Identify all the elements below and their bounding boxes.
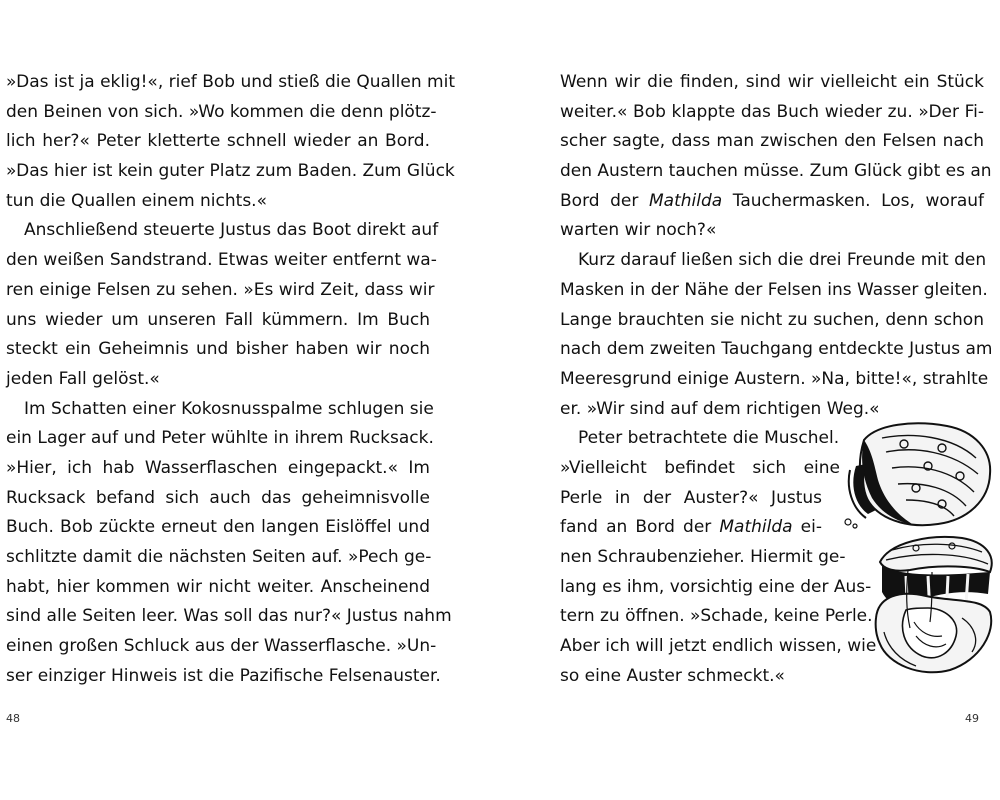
text-line: nach dem zweiten Tauchgang entdeckte Justus am	[560, 339, 993, 360]
text-line: tern zu öffnen. »Schade, keine Perle.	[560, 606, 873, 627]
text-line: Im Schatten einer Kokosnusspalme schlugen sie	[24, 398, 434, 419]
text-line: lang es ihm, vorsichtig eine der Aus-	[560, 576, 872, 597]
text-line: weiter.« Bob klappte das Buch wieder zu. »Der Fi-	[560, 101, 984, 122]
text-line	[560, 513, 822, 543]
text-line: sind alle Seiten leer. Was soll das nur?« Justus nahm	[6, 606, 452, 627]
text-line: Masken in der Nähe der Felsen ins Wasser gleiten.	[560, 279, 988, 300]
text-line: Wenn wir die finden, sind wir vielleicht ein Stück	[560, 72, 984, 92]
text-line: Perle in der Auster?« Justus	[560, 487, 822, 508]
text-line: den weißen Sandstrand. Etwas weiter entfernt wa-	[6, 250, 437, 271]
text-line: »Das hier ist kein guter Platz zum Baden. Zum Glück	[6, 161, 455, 182]
text-line: warten wir noch?«	[560, 220, 717, 241]
text-segment: Bord der	[560, 190, 649, 211]
text-line: so eine Auster schmeckt.«	[560, 665, 785, 686]
text-line: »Vielleicht befindet sich eine	[560, 457, 840, 478]
text-segment: ei-	[792, 517, 822, 538]
text-line: lich her?« Peter kletterte schnell wieder an Bord.	[6, 131, 430, 152]
text-line: den Austern tauchen müsse. Zum Glück gibt es an	[560, 161, 992, 182]
text-line: Lange brauchten sie nicht zu suchen, denn schon	[560, 309, 984, 330]
text-line: »Das ist ja eklig!«, rief Bob und stieß die Quallen mit	[6, 72, 455, 92]
text-line: habt, hier kommen wir nicht weiter. Anscheinend	[6, 576, 430, 597]
oyster-closed-icon	[842, 418, 997, 530]
text-line: er. »Wir sind auf dem richtigen Weg.«	[560, 398, 880, 419]
text-line: Aber ich will jetzt endlich wissen, wie	[560, 636, 877, 657]
page-number-left: 48	[6, 712, 20, 725]
text-line: den Beinen von sich. »Wo kommen die denn plötz-	[6, 101, 437, 122]
text-line: Meeresgrund einige Austern. »Na, bitte!«, strahlte	[560, 368, 989, 389]
text-line: Peter betrachtete die Muschel.	[578, 428, 840, 449]
text-segment: fand an Bord der	[560, 517, 720, 538]
text-line: Buch. Bob zückte erneut den langen Eislöffel und	[6, 517, 430, 538]
text-line: uns wieder um unseren Fall kümmern. Im Buch	[6, 309, 430, 330]
page-number-right: 49	[965, 712, 979, 725]
text-line: schlitzte damit die nächsten Seiten auf. »Pech ge-	[6, 547, 432, 567]
text-segment: Tauchermasken. Los, worauf	[722, 190, 985, 211]
boat-name: Mathilda	[719, 517, 793, 538]
text-line: ren einige Felsen zu sehen. »Es wird Zeit, dass wir	[6, 279, 435, 300]
text-line: ser einziger Hinweis ist die Pazifische Felsenauster.	[6, 665, 441, 686]
text-line: jeden Fall gelöst.«	[6, 368, 160, 389]
text-line: tun die Quallen einem nichts.«	[6, 190, 267, 211]
text-line: nen Schraubenzieher. Hiermit ge-	[560, 547, 846, 567]
text-line: Rucksack befand sich auch das geheimnisvolle	[6, 487, 430, 508]
text-line: scher sagte, dass man zwischen den Felsen nach	[560, 131, 984, 152]
text-line: einen großen Schluck aus der Wasserflasche. »Un-	[6, 636, 437, 657]
text-line: steckt ein Geheimnis und bisher haben wir noch	[6, 339, 430, 360]
text-line: »Hier, ich hab Wasserflaschen eingepackt.« Im	[6, 457, 430, 478]
text-line: ein Lager auf und Peter wühlte in ihrem Rucksack.	[6, 428, 434, 449]
boat-name: Mathilda	[648, 190, 723, 211]
oyster-open-icon	[870, 532, 998, 677]
left-page	[6, 68, 455, 691]
text-line	[560, 187, 984, 217]
text-line: Kurz darauf ließen sich die drei Freunde mit den	[578, 250, 987, 271]
text-line: Anschließend steuerte Justus das Boot direkt auf	[24, 220, 439, 241]
